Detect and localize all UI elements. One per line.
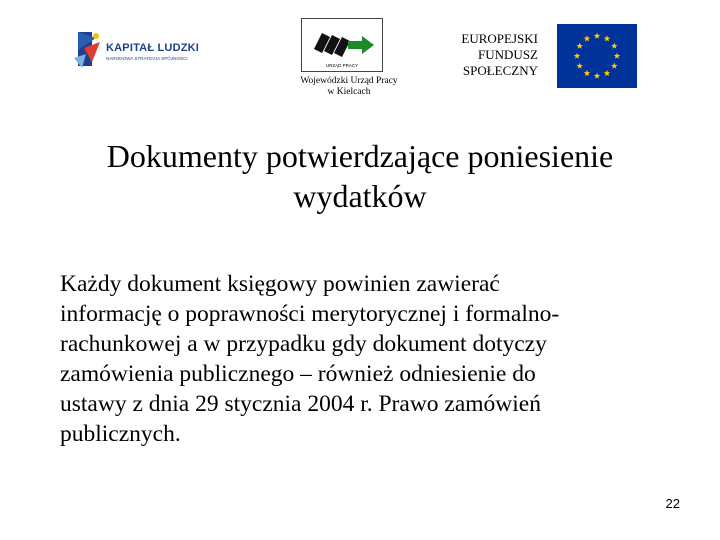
urzad-pracy-emblem-icon — [302, 19, 382, 71]
body-line: informację o poprawności merytorycznej i formalno- — [60, 301, 560, 327]
urzad-pracy-sign-text: URZĄD PRACY — [325, 63, 359, 68]
efs-label — [438, 31, 538, 79]
body-line: rachunkowej a w przypadku gdy dokument dotyczy — [60, 331, 547, 357]
eu-flag-svg — [557, 24, 637, 88]
efs-line2: FUNDUSZ — [478, 47, 538, 62]
urzad-pracy-logo — [301, 18, 383, 72]
efs-line3: SPOŁECZNY — [462, 63, 538, 78]
urzad-pracy-caption-line1: Wojewódzki Urząd Pracy — [300, 76, 398, 86]
urzad-pracy-caption-line2: w Kielcach — [327, 87, 371, 97]
kapital-ludzki-subtitle: NARODOWA STRATEGIA SPÓJNOŚCI — [106, 56, 188, 61]
slide-title-line1: Dokumenty potwierdzające poniesienie — [106, 138, 614, 174]
page-number: 22 — [665, 496, 680, 511]
urzad-pracy-caption — [286, 76, 412, 98]
body-line: zamówienia publicznego – również odniesienie do — [60, 361, 536, 387]
slide-title-line2: wydatków — [293, 178, 427, 214]
slide-body — [60, 269, 670, 449]
slide-title — [40, 136, 680, 216]
kapital-ludzki-emblem-icon — [70, 28, 106, 72]
body-line: Każdy dokument księgowy powinien zawierać — [60, 271, 500, 297]
body-line: ustawy z dnia 29 stycznia 2004 r. Prawo zamówień — [60, 391, 541, 417]
kapital-ludzki-title: KAPITAŁ LUDZKI — [106, 42, 200, 54]
eu-flag-icon — [557, 24, 637, 88]
efs-line1: EUROPEJSKI — [461, 31, 538, 46]
body-line: publicznych. — [60, 421, 181, 447]
